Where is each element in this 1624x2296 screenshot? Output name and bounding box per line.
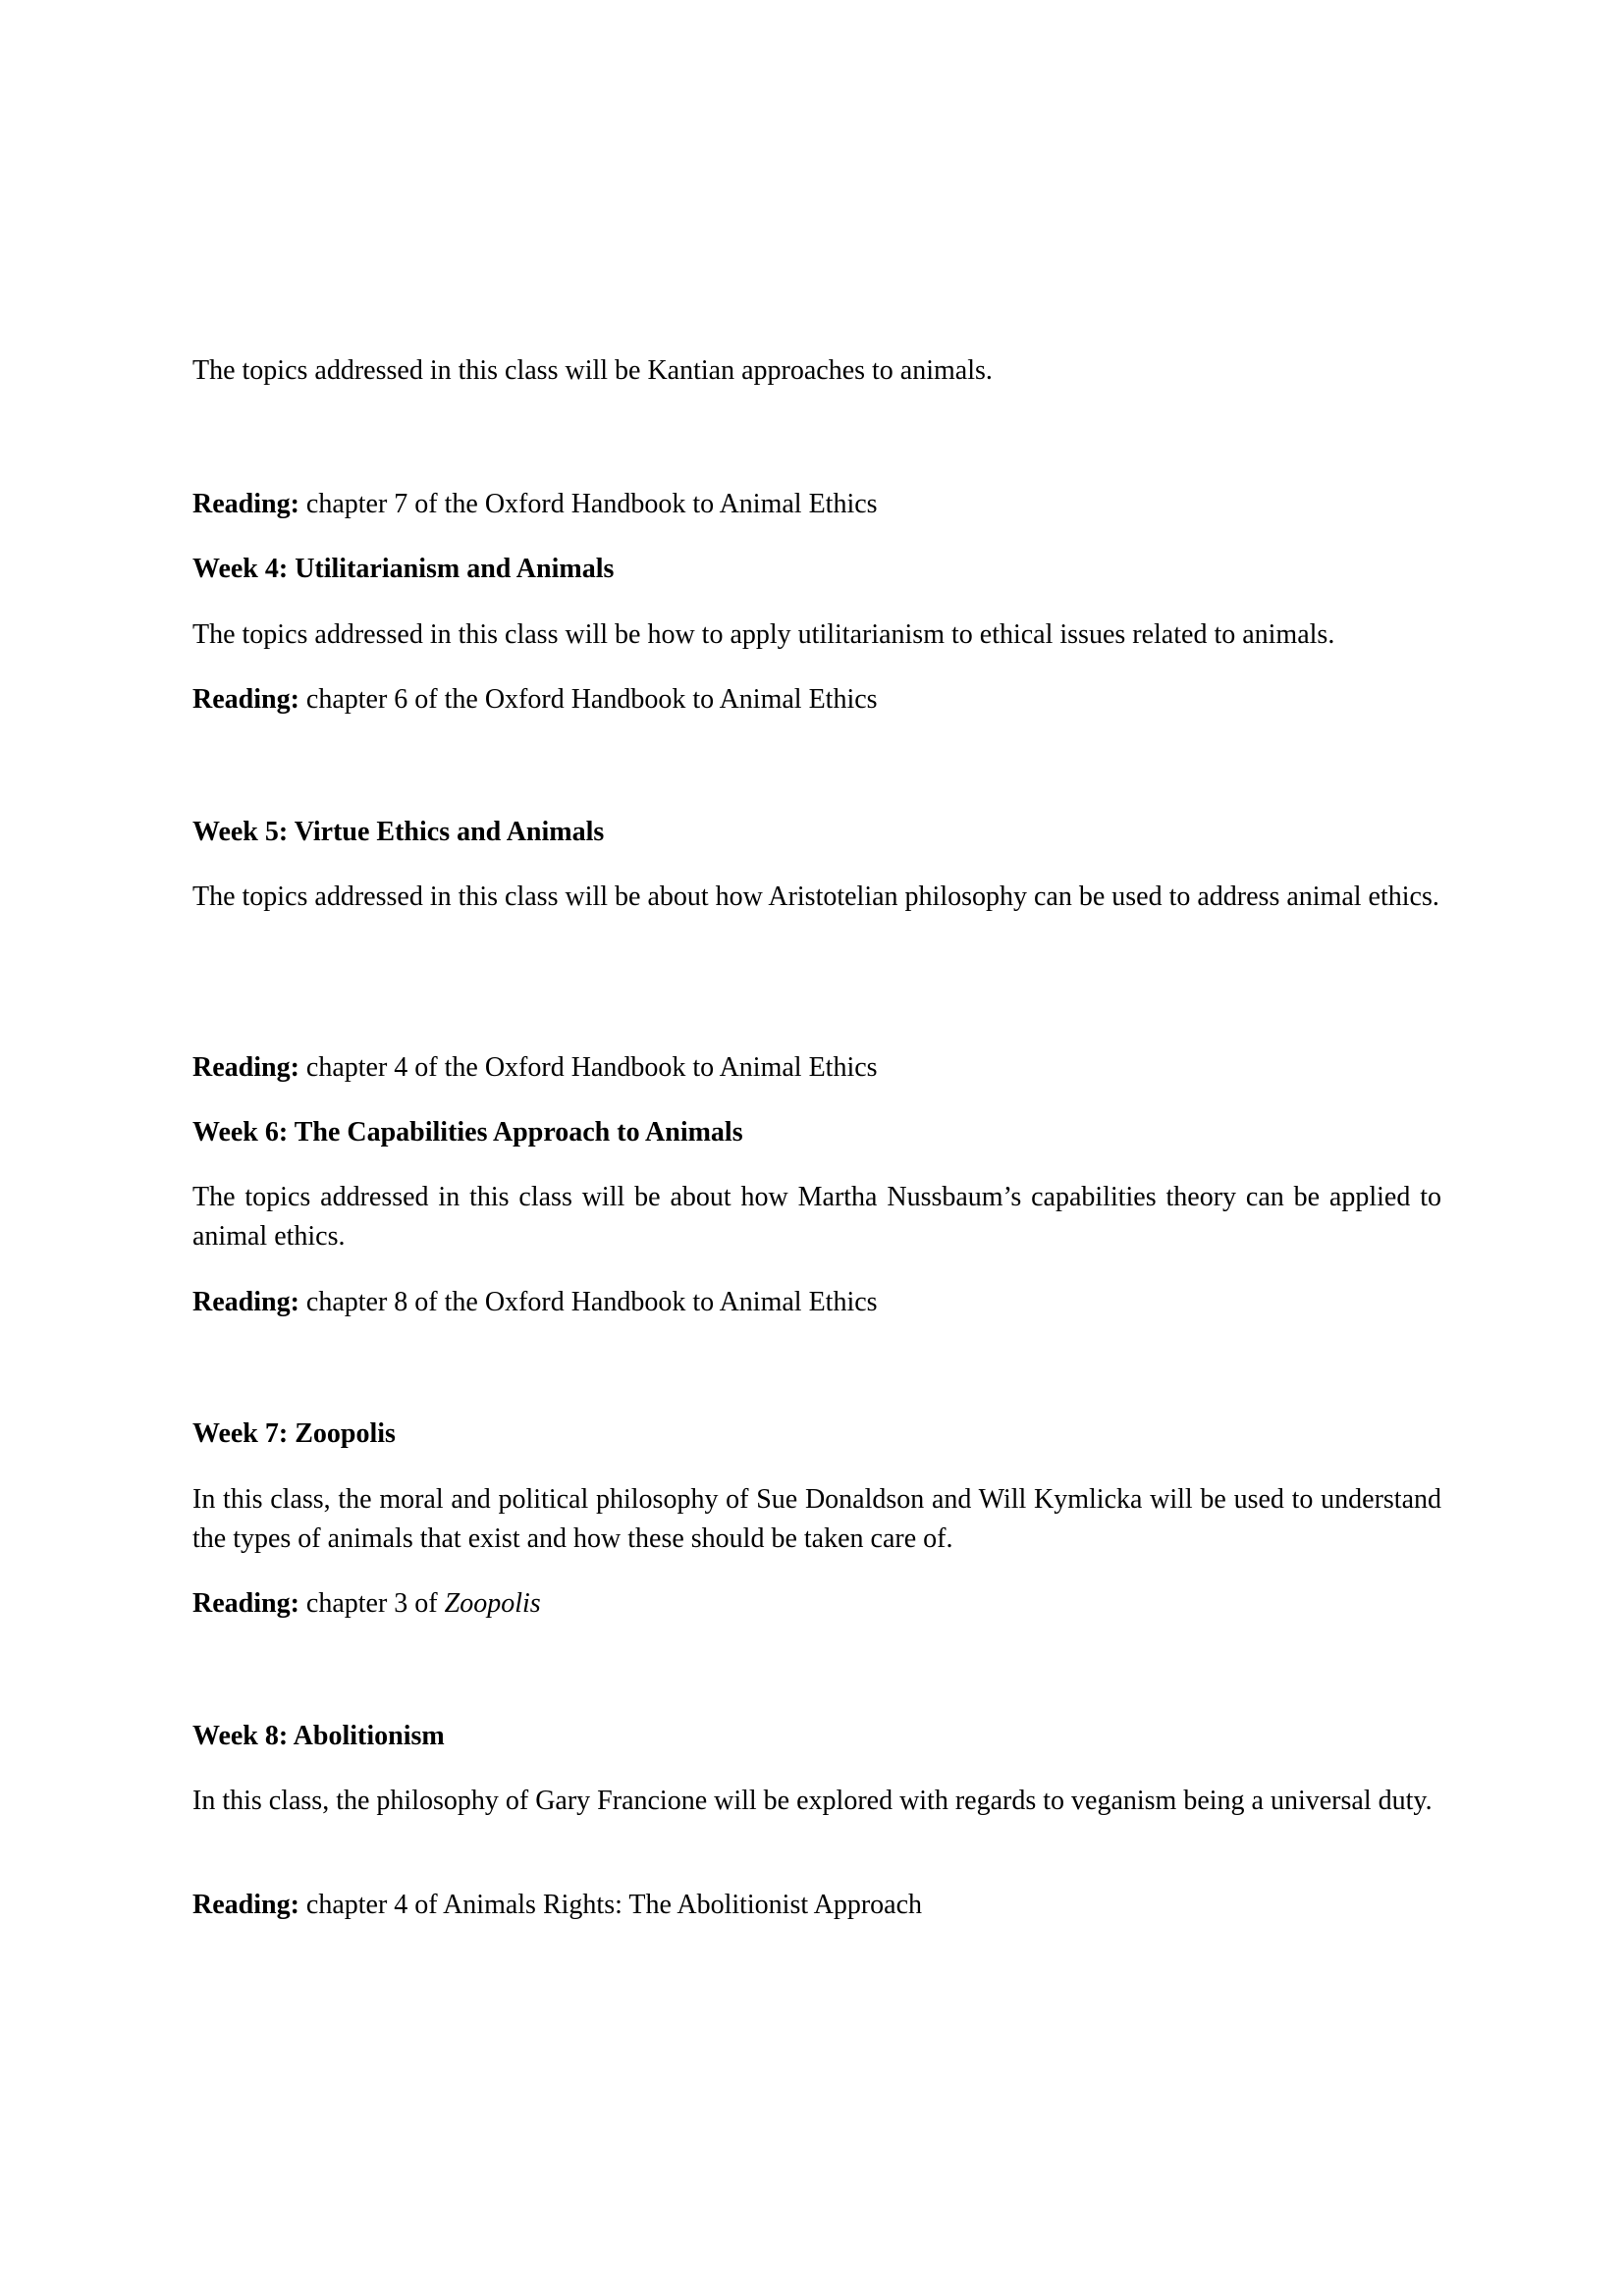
week4-heading: Week 4: Utilitarianism and Animals	[192, 554, 615, 584]
reading-text: chapter 8 of the Oxford Handbook to Animal Ethics	[298, 1287, 878, 1317]
reading-text: chapter 7 of the Oxford Handbook to Animal Ethics	[298, 489, 878, 519]
week6-description: The topics addressed in this class will be about how Martha Nussbaum’s capabilities theory can be applied to animal ethics.	[192, 1182, 1441, 1252]
book-title: Zoopolis	[444, 1588, 541, 1619]
week5-description: The topics addressed in this class will be about how Aristotelian philosophy can be used to address animal ethics.	[192, 881, 1439, 912]
week3-reading	[192, 485, 1441, 524]
week4-reading	[192, 680, 1441, 720]
week8-description: In this class, the philosophy of Gary Francione will be explored with regards to veganism being a universal duty.	[192, 1786, 1433, 1816]
reading-label: Reading:	[192, 1588, 299, 1619]
week6-reading	[192, 1283, 1441, 1322]
reading-text: chapter 3 of	[298, 1588, 445, 1619]
reading-label: Reading:	[192, 1052, 299, 1083]
week5-reading	[192, 1048, 1441, 1088]
reading-text: chapter 6 of the Oxford Handbook to Animal Ethics	[298, 684, 878, 715]
week8-heading: Week 8: Abolitionism	[192, 1721, 445, 1751]
week3-description: The topics addressed in this class will be Kantian approaches to animals.	[192, 355, 993, 386]
reading-label: Reading:	[192, 1287, 299, 1317]
week4-description: The topics addressed in this class will be how to apply utilitarianism to ethical issues related to animals.	[192, 619, 1335, 650]
week8-reading	[192, 1886, 1441, 1925]
week7-heading: Week 7: Zoopolis	[192, 1418, 396, 1449]
week7-description: In this class, the moral and political philosophy of Sue Donaldson and Will Kymlicka will be used to understand the types of animals that exist and how these should be taken care of.	[192, 1484, 1441, 1554]
week5-heading: Week 5: Virtue Ethics and Animals	[192, 817, 605, 847]
reading-label: Reading:	[192, 1890, 299, 1920]
reading-text: chapter 4 of the Oxford Handbook to Animal Ethics	[298, 1052, 878, 1083]
reading-label: Reading:	[192, 684, 299, 715]
week6-heading: Week 6: The Capabilities Approach to Animals	[192, 1117, 743, 1148]
reading-label: Reading:	[192, 489, 299, 519]
reading-text: chapter 4 of Animals Rights: The Abolitionist Approach	[298, 1890, 922, 1920]
week7-reading	[192, 1584, 1441, 1624]
